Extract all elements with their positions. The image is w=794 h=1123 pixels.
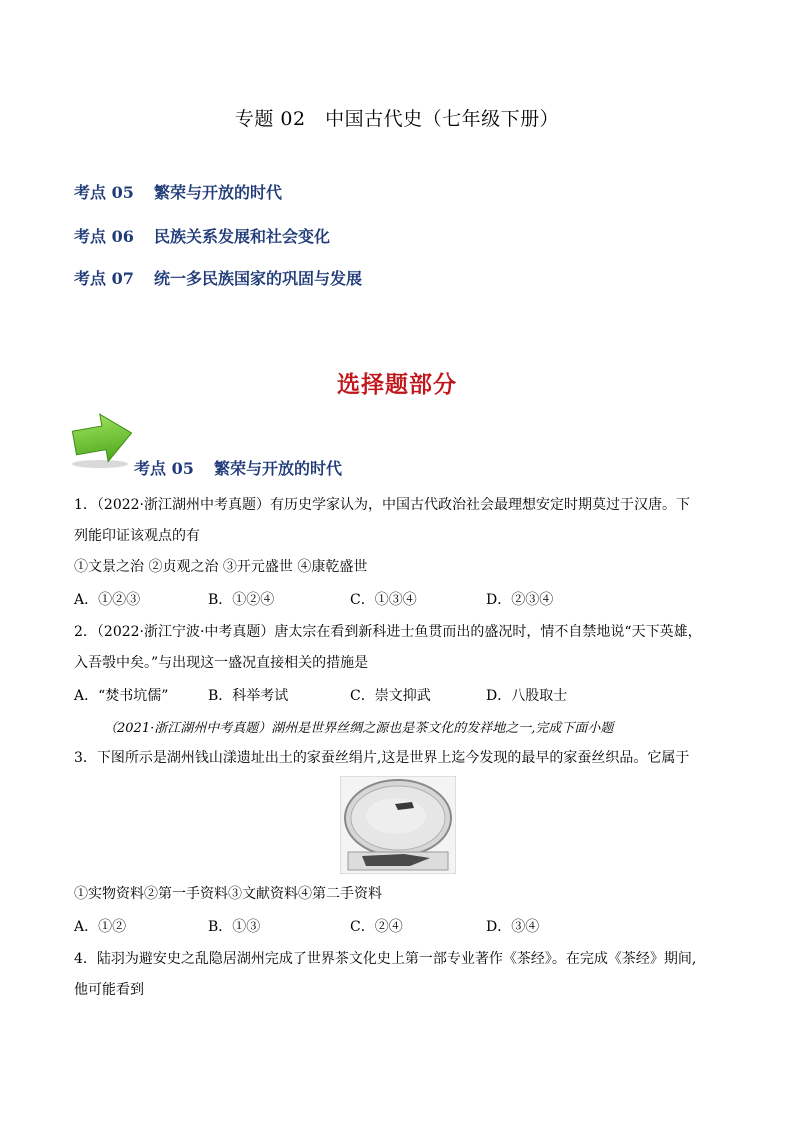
kaodian-number: 考点 05: [74, 183, 134, 202]
option-d[interactable]: D．③④: [486, 919, 540, 935]
q3-options: [74, 916, 714, 936]
q2-line2: 入吾彀中矣。”与出现这一盛况直接相关的措施是: [74, 655, 369, 671]
q3-items: ①实物资料②第一手资料③文献资料④第二手资料: [74, 886, 382, 902]
q1-line2: 列能印证该观点的有: [74, 528, 200, 544]
kaodian-name: 统一多民族国家的巩固与发展: [154, 269, 363, 288]
q4-line2: 他可能看到: [74, 982, 144, 998]
kaodian-05: [74, 180, 282, 203]
option-a[interactable]: A．①②: [74, 919, 127, 935]
kaodian-07: [74, 266, 362, 289]
group-note: （2021·浙江湖州中考真题）湖州是世界丝绸之源也是茶文化的发祥地之一,完成下面小题: [104, 721, 614, 736]
option-b[interactable]: B．科举考试: [208, 688, 289, 704]
option-c[interactable]: C．②④: [350, 919, 403, 935]
kaodian-number: 考点 05: [134, 459, 194, 478]
option-b[interactable]: B．①②④: [208, 592, 275, 608]
q2-options: [74, 685, 714, 705]
green-arrow-icon: [70, 412, 138, 470]
kaodian-number: 考点 07: [74, 269, 134, 288]
q1-line1: 1．（2022·浙江湖州中考真题）有历史学家认为，中国古代政治社会最理想安定时期莫过于汉唐。下: [74, 497, 690, 513]
section-title: 选择题部分: [337, 371, 457, 398]
q3-line1: 3．下图所示是湖州钱山漾遗址出土的家蚕丝绢片,这是世界上迄今发现的最早的家蚕丝织品。它属于: [74, 750, 690, 766]
kaodian-name: 繁荣与开放的时代: [154, 183, 283, 202]
q1-options: [74, 589, 714, 609]
kaodian-name: 民族关系发展和社会变化: [154, 227, 331, 246]
option-d[interactable]: D．八股取士: [486, 688, 568, 704]
option-b[interactable]: B．①③: [208, 919, 261, 935]
section-kaodian: [134, 456, 342, 479]
option-a[interactable]: A．①②③: [74, 592, 141, 608]
option-d[interactable]: D．②③④: [486, 592, 554, 608]
silk-fragment-photo: [340, 776, 456, 874]
q1-items: ①文景之治 ②贞观之治 ③开元盛世 ④康乾盛世: [74, 559, 368, 575]
kaodian-06: [74, 224, 330, 247]
option-c[interactable]: C．①③④: [350, 592, 417, 608]
page-title: 专题 02 中国古代史（七年级下册）: [234, 108, 560, 130]
q4-line1: 4．陆羽为避安史之乱隐居湖州完成了世界茶文化史上第一部专业著作《茶经》。在完成《茶经》期间,: [74, 951, 697, 967]
option-c[interactable]: C．崇文抑武: [350, 688, 431, 704]
q2-line1: 2．（2022·浙江宁波·中考真题）唐太宗在看到新科进士鱼贯而出的盛况时，情不自禁地说“天下英雄，: [74, 624, 702, 640]
kaodian-name: 繁荣与开放的时代: [214, 459, 343, 478]
option-a[interactable]: A．“焚书坑儒”: [74, 688, 169, 704]
kaodian-number: 考点 06: [74, 227, 134, 246]
